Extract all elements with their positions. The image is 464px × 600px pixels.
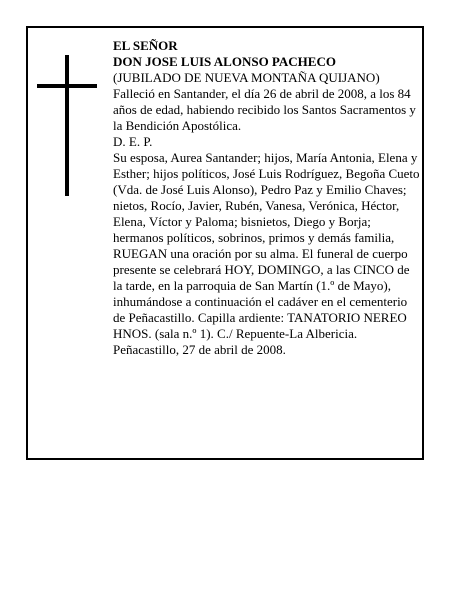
obituary-text [113,38,421,358]
deceased-name: DON JOSE LUIS ALONSO PACHECO [113,54,336,69]
death-statement: Falleció en Santander, el día 26 de abril de 2008, a los 84 años de edad, habiendo recibido los Santos Sacramentos y la Bendición Apostólica. [113,86,416,133]
place-date: Peñacastillo, 27 de abril de 2008. [113,342,286,357]
family-list: Su esposa, Aurea Santander; hijos, María Antonia, Elena y Esther; hijos políticos, José Luis Rodríguez, Begoña Cueto (Vda. de José Luis Alonso), Pedro Paz y Emilio Chaves; nietos, Rocío, Javier, Rubén, Vanesa, Verónica, Héctor, Elena, Víctor y Paloma; bisnietos, Diego y Borja; hermanos políticos, sobrinos, primos y demás familia, [113,150,420,245]
funeral-details: RUEGAN una oración por su alma. El funeral de cuerpo presente se celebrará HOY, DOMINGO, a las CINCO de la tarde, en la parroquia de San Martín (1.º de Mayo), inhumándose a continuación el cadáver en el cementerio de Peñacastillo. Capilla ardiente: TANATORIO NEREO HNOS. (sala n.º 1). C./ Repuente-La Albericia. [113,246,410,341]
rip-line: D. E. P. [113,134,153,149]
notice-title: EL SEÑOR [113,38,178,53]
cross-icon-bar [37,84,97,88]
deceased-subtitle: (JUBILADO DE NUEVA MONTAÑA QUIJANO) [113,70,380,85]
cross-icon [65,55,69,196]
